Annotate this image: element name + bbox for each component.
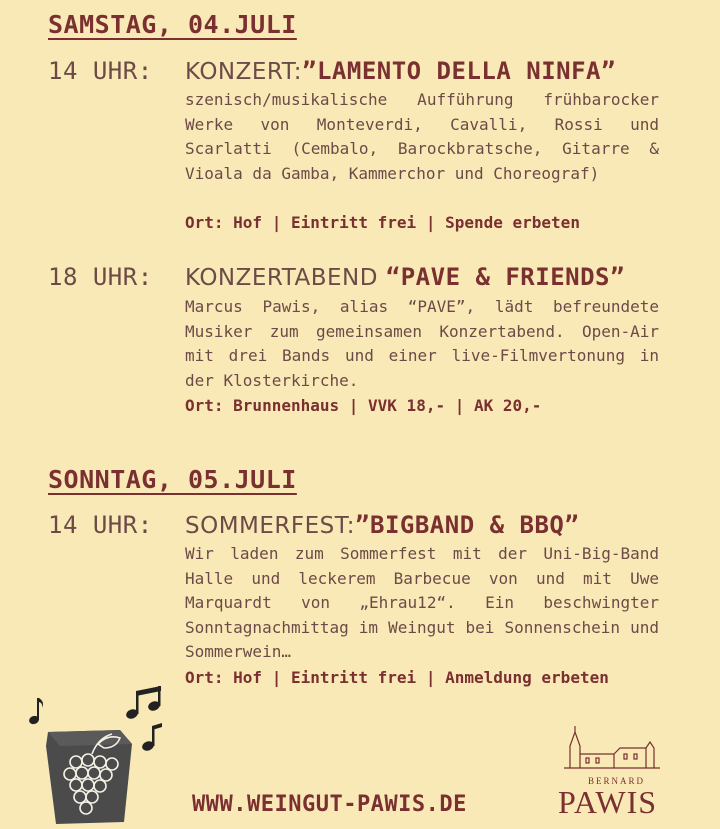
event-title-name: ”BIGBAND & BBQ” [355, 511, 580, 539]
grape-crate-icon [20, 686, 170, 826]
music-note-icon [28, 698, 43, 725]
event-meta: Ort: Hof | Eintritt frei | Spende erbeten [185, 213, 580, 232]
event-title [185, 57, 616, 85]
event-time: 14 UHR: [48, 57, 153, 85]
event-title-prefix: KONZERT: [185, 59, 303, 85]
event-title [185, 511, 579, 539]
website-link[interactable]: WWW.WEINGUT-PAWIS.DE [192, 792, 467, 817]
event-title-prefix: SOMMERFEST: [185, 513, 356, 539]
logo-text: PAWIS [558, 784, 658, 820]
day-heading-saturday: SAMSTAG, 04.JULI [48, 10, 297, 39]
event-meta: Ort: Brunnenhaus | VVK 18,- | AK 20,- [185, 396, 542, 415]
event-time: 14 UHR: [48, 511, 153, 539]
event-title-name: “PAVE & FRIENDS” [385, 263, 625, 291]
event-description: szenisch/musikalische Aufführung frühbarocker Werke von Monteverdi, Cavalli, Rossi und Scarlatti (Cembalo, Barockbratsche, Gitarre & Vioala da Gamba, Kammerchor und Choreograf) [185, 90, 659, 183]
event-description: Marcus Pawis, alias “PAVE”, lädt befreundete Musiker zum gemeinsamen Konzertabend. Open-Air mit drei Bands und einer live-Filmvertonung in der Klosterkirche. [185, 297, 659, 390]
music-note-icon [125, 686, 161, 720]
event-title-prefix: KONZERTABEND [185, 265, 386, 291]
event-meta: Ort: Hof | Eintritt frei | Anmeldung erbeten [185, 668, 609, 687]
event-time: 18 UHR: [48, 263, 153, 291]
event-description: Wir laden zum Sommerfest mit der Uni-Big-Band Halle und leckerem Barbecue von und mit Uwe Marquardt von „Ehrau12“. Ein beschwingter Sonntagnachmittag im Weingut bei Sonnenschein und Sommerwein… [185, 544, 659, 661]
day-heading-sunday: SONNTAG, 05.JULI [48, 465, 297, 494]
logo-small-text: BERNARD [588, 776, 646, 786]
music-note-icon [141, 723, 162, 752]
event-title [185, 263, 625, 291]
event-title-name: ”LAMENTO DELLA NINFA” [302, 57, 616, 85]
